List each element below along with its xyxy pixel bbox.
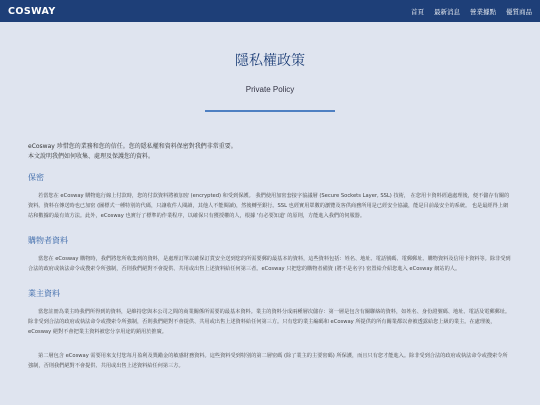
intro-text [28, 142, 512, 162]
page-hero [0, 22, 540, 132]
section-text-owner-data: 當您註冊為業主時我們所得到的資料，是維持您與本公司之間的商業關係所需要的最基本資料。業主的資料分成兩種層次儲存：第一層是包含有關聯絡的資料，如姓名、身份證號碼、地址、電話及電郵郵址。除非受到合法的政府或執法命令或搜索令所強制，否則我們絕對不會提供、共用或出售上述資料給任何第三方。只有您的業主編碼和 eCosway 所提供的所有關業都以會被透露給您上級的業主。在處理後，eCosway 絕對不會把業主資料被您分享用途的銷用於推廣。 [28, 309, 511, 335]
nav-home[interactable]: 首頁 [411, 7, 424, 16]
main-nav [411, 7, 532, 16]
section-heading-owner-data: 業主資料 [28, 289, 60, 298]
cosway-logo[interactable]: COSWAY [8, 5, 56, 17]
top-navigation-bar [0, 0, 540, 22]
title-underline [205, 110, 335, 112]
nav-products[interactable]: 優質商品 [506, 7, 532, 16]
section-text-shopper-data: 當您在 eCosway 購物時，我們將您所收集到的資料，是處理訂單以確保訂貨安全送到您的所需要郵的最基本的資料，這些資料包括：姓名、地址、電話號碼、電郵郵址、購物資料及信用卡資料等。除非受到合法的政府或執法命令或搜索令所強制，否則我們絕對不會提供、共用或出售上述資料給任何第三者。eCosway 只把您的購物者備資 (將不是名字) 密置給介紹您進入 eCosway 網站的人。 [28, 256, 511, 272]
section-text-confidentiality: 若當您在 eCosway 購物進行線上付款時，您的付款資料將被加密 (encrypted) 和受到保護。 我們使用加密套接字協議層 (Secure Sockets Layer, SSL) 技術， 在您用卡資料經過處理後，便不儲存有關的資料。資料在傳送時也已加密 (圖標式一種特別的代碼，只讓收件人閱讀，其他人不能閱讀)，然後轉至銀行。SSL 也經實用眾數的瀏覽及客供商務所用是已經安全協議，能是目前最安全的系統。 也是最經得上網站和數據的最有效方法。此外，eCosway 也實行了標準的作業程序，以確保只有獲授權的人，根據 '有必要知道' 的原則，方能進入我們的伺服器。 [28, 193, 510, 219]
intro-line-1: eCosway 珍惜您的業務和您的信任。您的隱私權和資料保密對我們非常重要。 [28, 143, 237, 150]
intro-line-2: 本文說明我們如何收集、處理及保護您的資料。 [28, 153, 155, 160]
page-title: 隱私權政策 [235, 53, 305, 69]
section-heading-confidentiality: 保密 [28, 173, 44, 182]
nav-locations[interactable]: 營業據點 [470, 7, 496, 16]
page-subtitle: Private Policy [245, 85, 295, 94]
section-heading-shopper-data: 購物者資料 [28, 236, 68, 245]
nav-news[interactable]: 最新消息 [434, 7, 460, 16]
policy-content [0, 132, 540, 405]
section-text-owner-data-2: 第二層包含 eCosway 需要用來支付您每月盈利及獎勵金的敏感財務資料。這些資料受到特別的第二層密碼 (除了業主的主要密碼) 所保護，而且只有您才能進入。除非受到合法的政府或執法命令或搜索令所強制，否則我們絕對不會提供、共用或出售上述資料給任何第三方。 [28, 353, 508, 369]
